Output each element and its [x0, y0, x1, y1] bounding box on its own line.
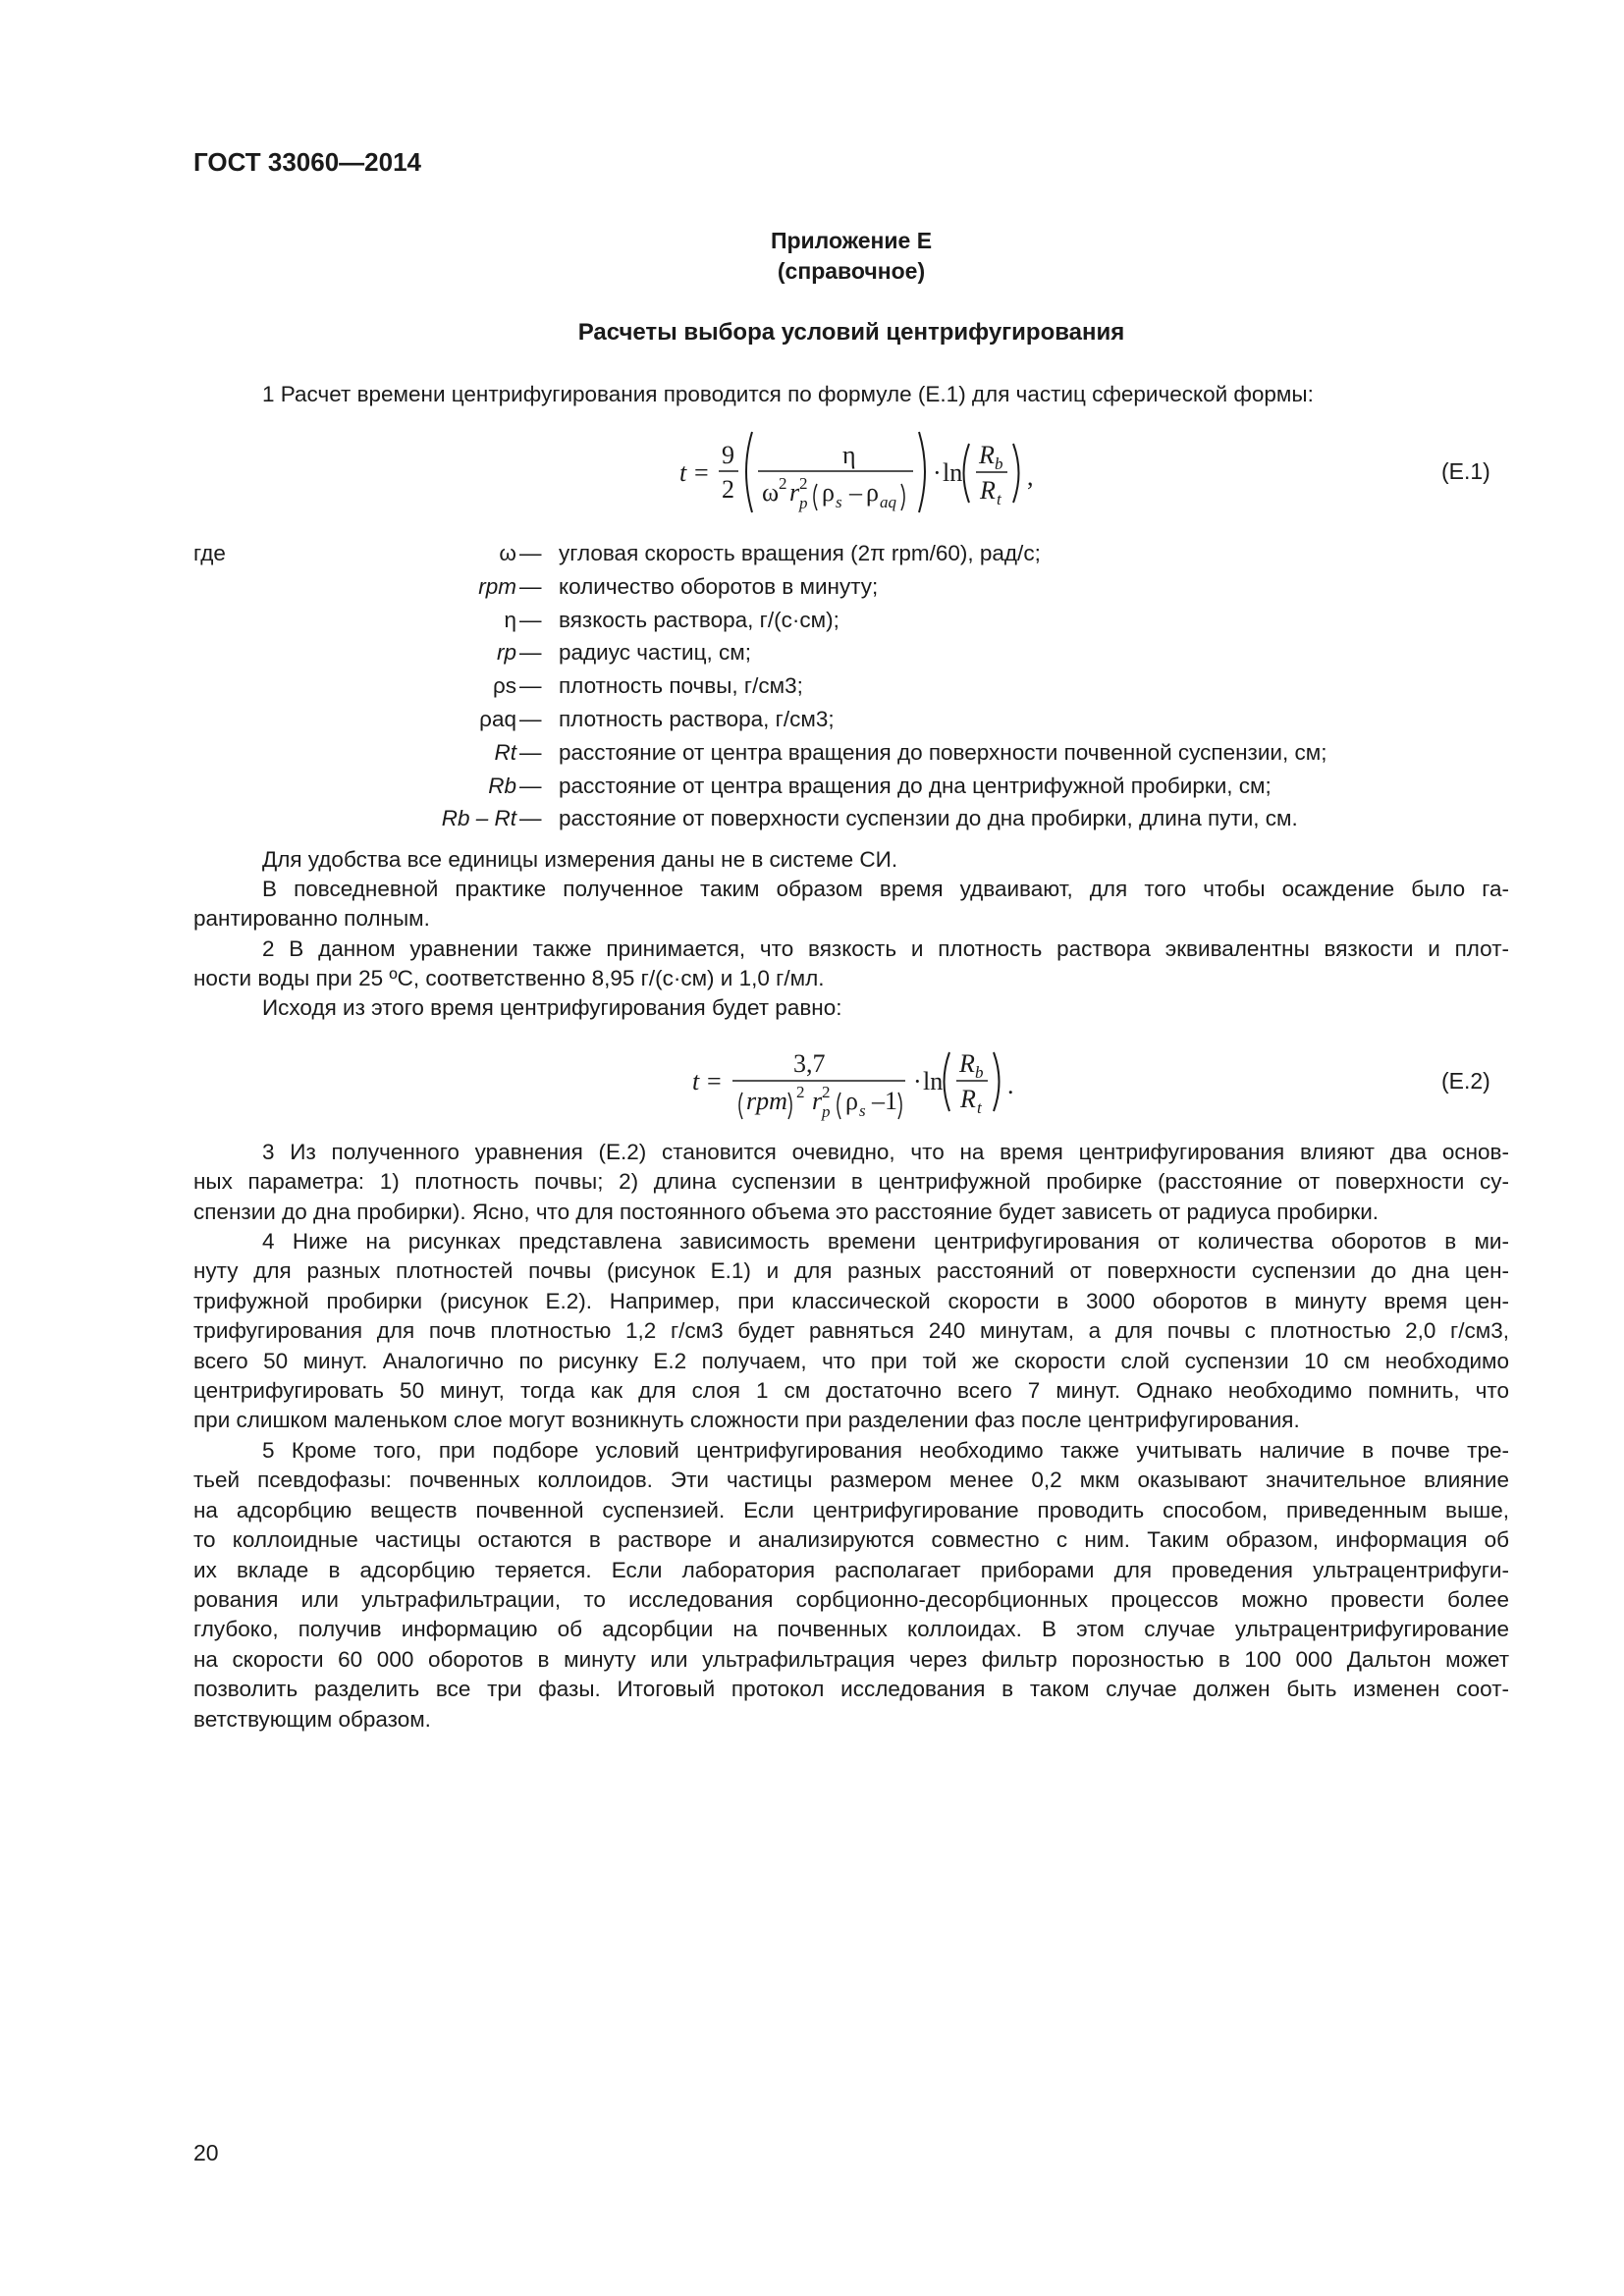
text-line: рования или ультрафильтрации, то исследования сорбционно-десорбционных процессов можно провести более [193, 1587, 1509, 1613]
text-line: 5 Кроме того, при подборе условий центрифугирования необходимо также учитывать наличие в почве тре- [262, 1438, 1509, 1463]
text-line: при слишком маленьком слое могут возникнуть сложности при разделении фаз после центрифугирования. [193, 1408, 1300, 1433]
definition-row [193, 636, 1509, 669]
text-line: на адсорбцию веществ почвенной суспензией. Если центрифугирование проводить способом, приведенным выше, [193, 1497, 1509, 1522]
svg-text:t: t [977, 1098, 982, 1117]
svg-text:R: R [979, 441, 995, 469]
svg-text:=: = [707, 1067, 722, 1095]
text-line: 4 Ниже на рисунках представлена зависимость времени центрифугирования от количества оборотов в ми- [262, 1229, 1509, 1254]
hence-paragraph: Исходя из этого время центрифугирования будет равно: [262, 995, 842, 1020]
svg-text:–1: –1 [872, 1087, 897, 1115]
appendix-title: Приложение Е [770, 228, 933, 253]
svg-text:2: 2 [799, 474, 808, 493]
svg-text:2: 2 [796, 1083, 805, 1101]
svg-text:r: r [789, 478, 800, 507]
text-line: центрифугировать 50 минут, тогда как для слоя 1 см достаточно всего 7 минут. Однако необходимо помнить, что [193, 1378, 1509, 1404]
definition-row [193, 703, 1509, 736]
text-line: тьей псевдофазы: почвенных коллоидов. Эти частицы размером менее 0,2 мкм оказывают значительное влияние [193, 1468, 1509, 1493]
definition-row [193, 736, 1509, 770]
svg-text:ω: ω [762, 478, 780, 507]
text-line: 2 В данном уравнении также принимается, что вязкость и плотность раствора эквивалентны вязкости и плот- [262, 936, 1509, 961]
text-line: ности воды при 25 ºС, соответственно 8,95 г/(с·см) и 1,0 г/мл. [193, 966, 825, 991]
svg-text:ρ: ρ [845, 1087, 858, 1115]
paragraph-2 [193, 934, 1509, 994]
definition-text: вязкость раствора, г/(с·см); [559, 607, 839, 632]
svg-text:ρ: ρ [822, 478, 835, 507]
definition-symbol: η [504, 607, 516, 632]
text-line: на скорости 60 000 оборотов в минуту или ультрафильтрация через фильтр порозностью в 100 000 Дальтон может [193, 1646, 1509, 1672]
svg-text:R: R [980, 476, 996, 505]
definition-row [193, 770, 1509, 803]
formula-e2-graphic [677, 1031, 1041, 1134]
definition-symbol: ρs [492, 673, 516, 699]
text-line: позволить разделить все три фазы. Итоговый протокол исследования в таком случае должен быть изменен соот- [193, 1677, 1509, 1702]
svg-text:p: p [822, 1102, 831, 1121]
units-note: Для удобства все единицы измерения даны не в системе СИ. [262, 847, 898, 872]
definition-symbol: ρaq [479, 706, 516, 731]
svg-text:t: t [997, 490, 1001, 508]
svg-text:·: · [913, 1067, 922, 1095]
definition-text: расстояние от поверхности суспензии до дна пробирки, длина пути, см. [559, 806, 1298, 831]
definition-row [193, 604, 1509, 637]
appendix-subtitle: (справочное) [777, 258, 926, 284]
definition-symbol: Rb [488, 773, 516, 798]
paragraph-5 [193, 1436, 1509, 1735]
definition-dash: — [519, 806, 542, 831]
svg-text:R: R [959, 1049, 975, 1078]
definition-text: радиус частиц, см; [559, 640, 751, 666]
text-line: всего 50 минут. Аналогично по рисунку Е.2 получаем, что при той же скорости слой суспензии 10 см необходимо [193, 1348, 1509, 1373]
svg-text:t: t [679, 458, 687, 487]
definition-text: плотность почвы, г/см3; [559, 673, 803, 699]
intro-paragraph: 1 Расчет времени центрифугирования проводится по формуле (Е.1) для частиц сферической формы: [262, 382, 1314, 406]
formula-e1-number: (Е.1) [1441, 458, 1490, 484]
svg-text:rpm: rpm [746, 1087, 787, 1115]
formula-e2-number: (Е.2) [1441, 1068, 1490, 1094]
definition-dash: — [519, 640, 542, 666]
definition-dash: — [519, 607, 542, 632]
definition-text: угловая скорость вращения (2π rpm/60), рад/с; [559, 541, 1041, 565]
definition-symbol: rpm [478, 573, 516, 599]
svg-text:r: r [812, 1087, 823, 1115]
svg-text:.: . [1007, 1071, 1014, 1099]
definition-text: количество оборотов в минуту; [559, 573, 879, 599]
definition-dash: — [519, 673, 542, 699]
svg-text:=: = [694, 458, 709, 487]
svg-text:s: s [859, 1101, 866, 1120]
svg-text:b: b [995, 454, 1003, 473]
svg-text:b: b [975, 1063, 984, 1082]
text-line: нуту для разных плотностей почвы (рисунок Е.1) и для разных расстояний от поверхности суспензии до дна цен- [193, 1258, 1509, 1284]
svg-text:·: · [933, 458, 942, 487]
svg-text:t: t [692, 1067, 700, 1095]
text-line: то коллоидные частицы остаются в растворе и анализируются совместно с ним. Таким образом, информация об [193, 1527, 1509, 1553]
text-line: трифужной пробирки (рисунок Е.2). Например, при классической скорости в 3000 оборотов в минуту время цен- [193, 1288, 1509, 1313]
text-line: глубоко, получив информацию об адсорбции на почвенных коллоидах. В этом случае ультрацентрифугирование [193, 1617, 1509, 1642]
paragraph-4 [193, 1227, 1509, 1436]
text-line: ных параметра: 1) плотность почвы; 2) длина суспензии в центрифужной пробирке (расстояние от поверхности су- [193, 1169, 1509, 1195]
svg-text:aq: aq [880, 493, 896, 511]
text-line: 3 Из полученного уравнения (Е.2) становится очевидно, что на время центрифугирования влияют два основ- [262, 1140, 1509, 1164]
svg-text:–: – [849, 478, 862, 507]
definition-text: расстояние от центра вращения до поверхности почвенной суспензии, см; [559, 739, 1327, 765]
paragraph-3 [193, 1138, 1509, 1227]
where-label: где [193, 541, 226, 565]
text-line: спензии до дна пробирки). Ясно, что для постоянного объема это расстояние будет зависеть от радиуса пробирки. [193, 1199, 1380, 1224]
svg-text:ρ: ρ [866, 478, 879, 507]
section-title: Расчеты выбора условий центрифугирования [577, 319, 1125, 346]
svg-text:2: 2 [822, 1083, 831, 1101]
practice-paragraph [193, 875, 1509, 934]
svg-text:p: p [799, 494, 808, 512]
svg-text:η: η [842, 441, 856, 469]
svg-text:R: R [960, 1085, 976, 1113]
definition-text: плотность раствора, г/см3; [559, 706, 835, 731]
svg-text:9: 9 [722, 441, 734, 469]
text-line: рантированно полным. [193, 906, 430, 932]
definition-symbol: Rb – Rt [441, 806, 516, 831]
definition-symbol: ω [499, 541, 516, 565]
page-number: 20 [193, 2140, 219, 2165]
definition-dash: — [519, 773, 542, 798]
definition-dash: — [519, 573, 542, 599]
definition-dash: — [519, 541, 542, 565]
definition-dash: — [519, 739, 542, 765]
definition-text: расстояние от центра вращения до дна центрифужной пробирки, см; [559, 773, 1272, 798]
definition-symbol: Rt [494, 739, 516, 765]
definition-row [193, 570, 1509, 604]
text-line: их вкладе в адсорбцию теряется. Если лаборатория располагает приборами для проведения ультрацентрифуги- [193, 1557, 1509, 1582]
formula-e2-numerator: 3,7 [793, 1049, 826, 1078]
definition-symbol: rp [496, 640, 516, 666]
formula-e1-graphic [668, 422, 1060, 525]
definition-row [193, 669, 1509, 703]
svg-text:ln: ln [923, 1067, 944, 1095]
text-line: ветствующим образом. [193, 1706, 431, 1732]
svg-text:2: 2 [722, 475, 734, 504]
document-code: ГОСТ 33060—2014 [193, 147, 421, 177]
definition-row [193, 537, 1509, 570]
svg-text:,: , [1027, 462, 1034, 491]
definition-row [193, 802, 1509, 835]
definitions-list [193, 537, 1509, 835]
svg-text:s: s [836, 493, 842, 511]
svg-text:ln: ln [943, 458, 963, 487]
definition-dash: — [519, 706, 542, 731]
text-line: В повседневной практике полученное таким образом время удваивают, для того чтобы осаждение было га- [262, 877, 1509, 901]
svg-text:2: 2 [779, 474, 787, 493]
text-line: трифугирования для почв плотностью 1,2 г/см3 будет равняться 240 минутам, а для почвы с плотностью 2,0 г/см3, [193, 1318, 1509, 1344]
